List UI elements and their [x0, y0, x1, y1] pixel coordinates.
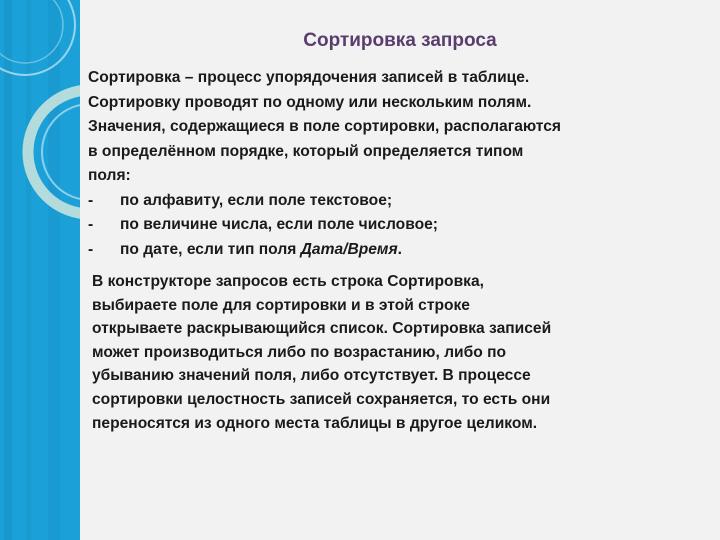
paragraph-line: В конструкторе запросов есть строка Сортировка,	[92, 273, 484, 290]
paragraph-line: открываете раскрывающийся список. Сортировка записей	[92, 320, 552, 338]
list-item-text: по алфавиту, если поле текстовое;	[120, 191, 393, 209]
list-item	[88, 213, 688, 238]
paragraph-line: может производиться либо по возрастанию, либо по	[92, 343, 507, 361]
intro-line: Значения, содержащиеся в поле сортировки, располагаются	[88, 118, 561, 135]
slide-content	[80, 0, 720, 540]
list-marker: -	[88, 216, 94, 233]
paragraph-line: убыванию значений поля, либо отсутствует. В процессе	[92, 367, 531, 385]
list-marker: -	[88, 191, 94, 209]
paragraph-line: выбираете поле для сортировки и в этой строке	[92, 296, 470, 314]
list-item	[88, 189, 688, 214]
list-item-text: по величине числа, если поле числовое;	[120, 216, 438, 233]
description-paragraph	[92, 270, 692, 435]
list-item-text: по дате, если тип поля Дата/Время.	[120, 240, 402, 258]
intro-line: Сортировка – процесс упорядочения записей в таблице.	[88, 69, 530, 86]
slide-title: Сортировка запроса	[303, 30, 497, 51]
paragraph-line: сортировки целостность записей сохраняется, то есть они	[92, 390, 551, 408]
paragraph-line: переносятся из одного места таблицы в другое целиком.	[92, 414, 538, 432]
intro-block	[88, 66, 688, 262]
intro-line: Сортировку проводят по одному или нескольким полям.	[88, 93, 532, 111]
list-item-italic: Дата/Время	[300, 240, 398, 258]
intro-line: в определённом порядке, который определяется типом	[88, 142, 524, 160]
intro-line: поля:	[88, 167, 131, 184]
list-item	[88, 238, 688, 263]
list-marker: -	[88, 240, 94, 258]
